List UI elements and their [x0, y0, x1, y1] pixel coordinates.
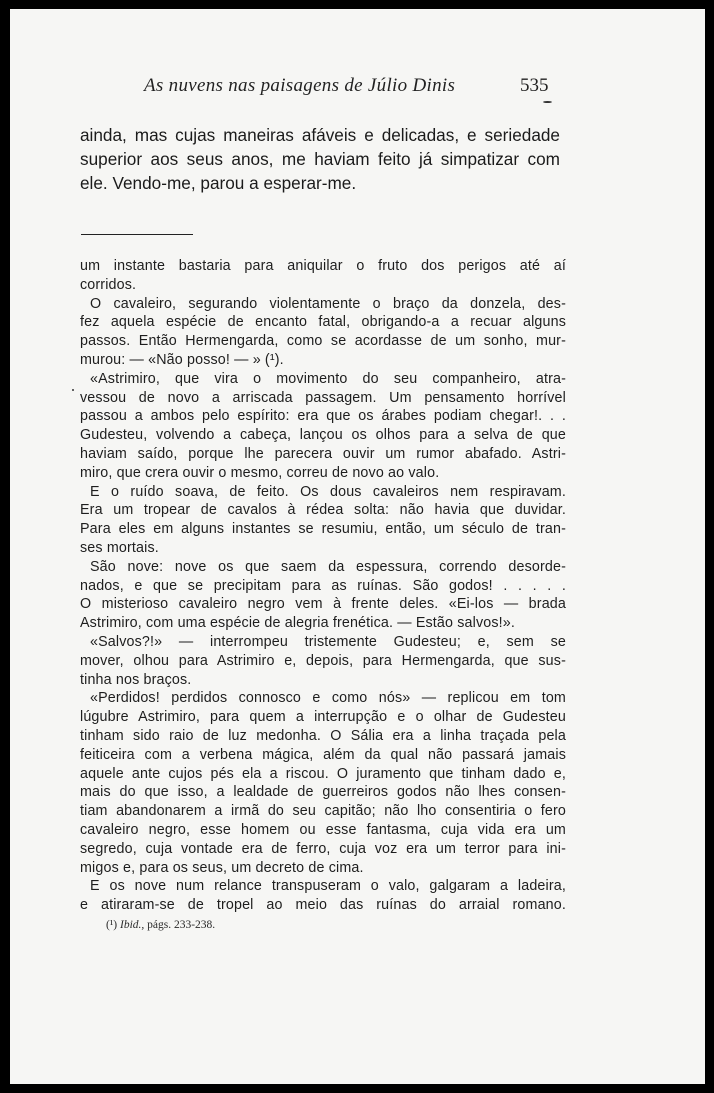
- page-header: [10, 75, 705, 99]
- running-title: As nuvens nas paisagens de Júlio Dinis: [144, 75, 456, 96]
- text-line: O cavaleiro, segurando violentamente o braço da donzela, des-: [90, 295, 566, 312]
- text-line: mais do que isso, a lealdade de guerreiros godos não lhes consen-: [80, 784, 566, 801]
- text-line: segredo, cuja vontade era de ferro, cuja voz era um terror para ini-: [80, 840, 566, 857]
- text-line: murou: — «Não posso! — » (¹).: [80, 351, 284, 368]
- print-speck: [543, 101, 552, 103]
- text-line: feiticeira com a verbena mágica, além da qual não passará jamais: [80, 746, 566, 763]
- footnote-pages: págs. 233-238.: [147, 919, 216, 931]
- text-line: miro, que crera ouvir o mesmo, correu de novo ao valo.: [80, 464, 440, 481]
- footnote-marker: (¹): [106, 919, 118, 931]
- text-line: ele. Vendo-me, parou a esperar-me.: [80, 173, 357, 193]
- page-number: 535: [520, 75, 549, 96]
- text-line: passos. Então Hermengarda, como se acordasse de um sonho, mur-: [80, 333, 566, 350]
- text-line: Astrimiro, com uma espécie de alegria frenética. — Estão salvos!».: [80, 615, 516, 632]
- text-line: O misterioso cavaleiro negro vem à frente deles. «Ei-los — brada: [80, 596, 566, 613]
- text-line: tinham sido raio de luz medonha. O Sália era a linha traçada pela: [80, 727, 566, 744]
- text-line: «Perdidos! perdidos connosco e como nós» — replicou em tom: [90, 690, 566, 707]
- text-line: ainda, mas cujas maneiras afáveis e delicadas, e seriedade: [80, 125, 560, 145]
- text-line: lúgubre Astrimiro, para quem a interrupção e o olhar de Gudesteu: [80, 709, 566, 726]
- footnote: [106, 919, 215, 931]
- text-line: aquele ante cujos pés ela a riscou. O juramento que tinham dado e,: [80, 765, 566, 782]
- text-line: tinha nos braços.: [80, 671, 192, 688]
- text-line: «Salvos?!» — interrompeu tristemente Gudesteu; e, sem se: [90, 633, 566, 650]
- text-line: ses mortais.: [80, 539, 159, 556]
- text-line: Era um tropear de cavalos à rédea solta: não havia que duvidar.: [80, 502, 566, 519]
- quoted-paragraph: [80, 123, 560, 195]
- text-line: Gudesteu, volvendo a cabeça, lançou os olhos para a selva de que: [80, 427, 566, 444]
- text-line: passou a ambos pelo espírito: era que os árabes podiam chegar!. . .: [80, 408, 566, 425]
- text-line: vessou de novo a arriscada passagem. Um pensamento horrível: [80, 389, 566, 406]
- text-line: «Astrimiro, que vira o movimento do seu companheiro, atra-: [90, 370, 566, 387]
- text-line: São nove: nove os que saem da espessura, correndo desorde-: [90, 558, 566, 575]
- print-speck: [72, 389, 74, 391]
- section-divider: [81, 234, 193, 235]
- text-line: fez aquela espécie de encanto fatal, obrigando-a a recuar alguns: [80, 314, 566, 331]
- text-line: E os nove num relance transpuseram o valo, galgaram a ladeira,: [90, 878, 566, 895]
- text-line: migos e, para os seus, um decreto de cima.: [80, 859, 364, 876]
- text-line: haviam saído, porque lhe parecera ouvir um rumor abafado. Astri-: [80, 445, 566, 462]
- text-line: um instante bastaria para aniquilar o fruto dos perigos até aí: [80, 258, 566, 274]
- text-line: e atiraram-se de tropel ao meio das ruínas do arraial romano.: [80, 897, 566, 914]
- text-line: nados, e que se precipitam para as ruínas. São godos! . . . . .: [80, 577, 566, 594]
- text-line: superior aos seus anos, me haviam feito já simpatizar com: [80, 149, 560, 169]
- text-line: cavaleiro negro, esse homem ou esse fantasma, cuja vida era um: [80, 821, 566, 838]
- text-line: E o ruído soava, de feito. Os dous cavaleiros nem respiravam.: [90, 483, 566, 500]
- text-line: Para eles em alguns instantes se resumiu, então, um século de tran-: [80, 521, 566, 538]
- body-text: [80, 257, 566, 915]
- text-line: mover, olhou para Astrimiro e, depois, para Hermengarda, que sus-: [80, 652, 566, 669]
- text-line: corridos.: [80, 276, 137, 293]
- book-page: [10, 9, 705, 1084]
- text-line: tiam abandonarem a irmã do seu capitão; não lho consentiria o fero: [80, 803, 566, 820]
- footnote-source: Ibid.,: [119, 919, 145, 931]
